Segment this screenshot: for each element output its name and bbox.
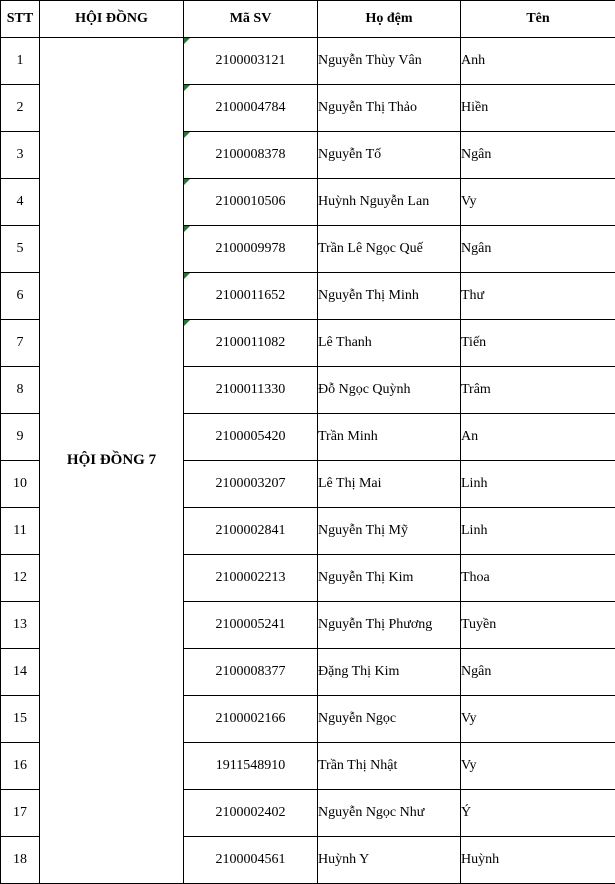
row-stt: 7 <box>1 320 40 367</box>
row-given-name[interactable]: Ngân <box>461 132 615 179</box>
row-student-id[interactable]: 2100011082 <box>184 320 318 367</box>
row-stt: 18 <box>1 837 40 884</box>
row-stt: 14 <box>1 649 40 696</box>
row-surname[interactable]: Huỳnh Nguyễn Lan <box>318 179 461 226</box>
row-student-id[interactable]: 2100005241 <box>184 602 318 649</box>
row-surname[interactable]: Lê Thị Mai <box>318 461 461 508</box>
row-surname[interactable]: Trần Thị Nhật <box>318 743 461 790</box>
row-surname[interactable]: Nguyễn Tố <box>318 132 461 179</box>
header-student-id: Mã SV <box>184 1 318 38</box>
row-student-id[interactable]: 2100008378 <box>184 132 318 179</box>
row-stt: 16 <box>1 743 40 790</box>
row-surname[interactable]: Nguyễn Thị Kim <box>318 555 461 602</box>
row-stt: 12 <box>1 555 40 602</box>
row-given-name[interactable]: Thoa <box>461 555 615 602</box>
row-student-id[interactable]: 1911548910 <box>184 743 318 790</box>
header-surname: Họ đệm <box>318 1 461 38</box>
row-given-name[interactable]: Ngân <box>461 226 615 273</box>
row-student-id[interactable]: 2100004561 <box>184 837 318 884</box>
row-student-id[interactable]: 2100011330 <box>184 367 318 414</box>
row-stt: 15 <box>1 696 40 743</box>
row-given-name[interactable]: Vy <box>461 743 615 790</box>
row-student-id[interactable]: 2100005420 <box>184 414 318 461</box>
row-stt: 13 <box>1 602 40 649</box>
header-council: HỘI ĐỒNG <box>40 1 184 38</box>
row-stt: 3 <box>1 132 40 179</box>
row-given-name[interactable]: Anh <box>461 38 615 85</box>
header-given-name: Tên <box>461 1 615 38</box>
row-stt: 10 <box>1 461 40 508</box>
row-surname[interactable]: Nguyễn Ngọc <box>318 696 461 743</box>
header-row <box>1 1 615 38</box>
row-given-name[interactable]: Vy <box>461 696 615 743</box>
table-body <box>1 38 615 884</box>
row-surname[interactable]: Nguyễn Thị Phương <box>318 602 461 649</box>
row-student-id[interactable]: 2100011652 <box>184 273 318 320</box>
row-stt: 4 <box>1 179 40 226</box>
row-given-name[interactable]: Ý <box>461 790 615 837</box>
row-given-name[interactable]: Hiền <box>461 85 615 132</box>
table-row <box>1 38 615 85</box>
row-stt: 11 <box>1 508 40 555</box>
row-student-id[interactable]: 2100002213 <box>184 555 318 602</box>
row-stt: 1 <box>1 38 40 85</box>
row-stt: 8 <box>1 367 40 414</box>
row-surname[interactable]: Huỳnh Y <box>318 837 461 884</box>
row-stt: 5 <box>1 226 40 273</box>
row-stt: 2 <box>1 85 40 132</box>
row-surname[interactable]: Nguyễn Thùy Vân <box>318 38 461 85</box>
row-surname[interactable]: Nguyễn Thị Mỹ <box>318 508 461 555</box>
row-given-name[interactable]: Thư <box>461 273 615 320</box>
row-surname[interactable]: Trần Minh <box>318 414 461 461</box>
row-surname[interactable]: Nguyễn Thị Minh <box>318 273 461 320</box>
row-given-name[interactable]: Ngân <box>461 649 615 696</box>
row-student-id[interactable]: 2100004784 <box>184 85 318 132</box>
row-student-id[interactable]: 2100002166 <box>184 696 318 743</box>
row-student-id[interactable]: 2100008377 <box>184 649 318 696</box>
row-student-id[interactable]: 2100002841 <box>184 508 318 555</box>
row-student-id[interactable]: 2100009978 <box>184 226 318 273</box>
row-surname[interactable]: Nguyễn Ngọc Như <box>318 790 461 837</box>
row-student-id[interactable]: 2100010506 <box>184 179 318 226</box>
row-given-name[interactable]: An <box>461 414 615 461</box>
row-student-id[interactable]: 2100002402 <box>184 790 318 837</box>
row-given-name[interactable]: Vy <box>461 179 615 226</box>
row-stt: 17 <box>1 790 40 837</box>
row-given-name[interactable]: Tuyền <box>461 602 615 649</box>
row-given-name[interactable]: Tiến <box>461 320 615 367</box>
row-given-name[interactable]: Trâm <box>461 367 615 414</box>
row-surname[interactable]: Đặng Thị Kim <box>318 649 461 696</box>
row-stt: 9 <box>1 414 40 461</box>
row-surname[interactable]: Trần Lê Ngọc Quế <box>318 226 461 273</box>
row-stt: 6 <box>1 273 40 320</box>
row-surname[interactable]: Nguyễn Thị Thảo <box>318 85 461 132</box>
row-given-name[interactable]: Linh <box>461 508 615 555</box>
row-given-name[interactable]: Huỳnh <box>461 837 615 884</box>
row-student-id[interactable]: 2100003207 <box>184 461 318 508</box>
header-stt: STT <box>1 1 40 38</box>
row-surname[interactable]: Đỗ Ngọc Quỳnh <box>318 367 461 414</box>
row-given-name[interactable]: Linh <box>461 461 615 508</box>
row-student-id[interactable]: 2100003121 <box>184 38 318 85</box>
council-name: HỘI ĐỒNG 7 <box>40 38 184 884</box>
row-surname[interactable]: Lê Thanh <box>318 320 461 367</box>
